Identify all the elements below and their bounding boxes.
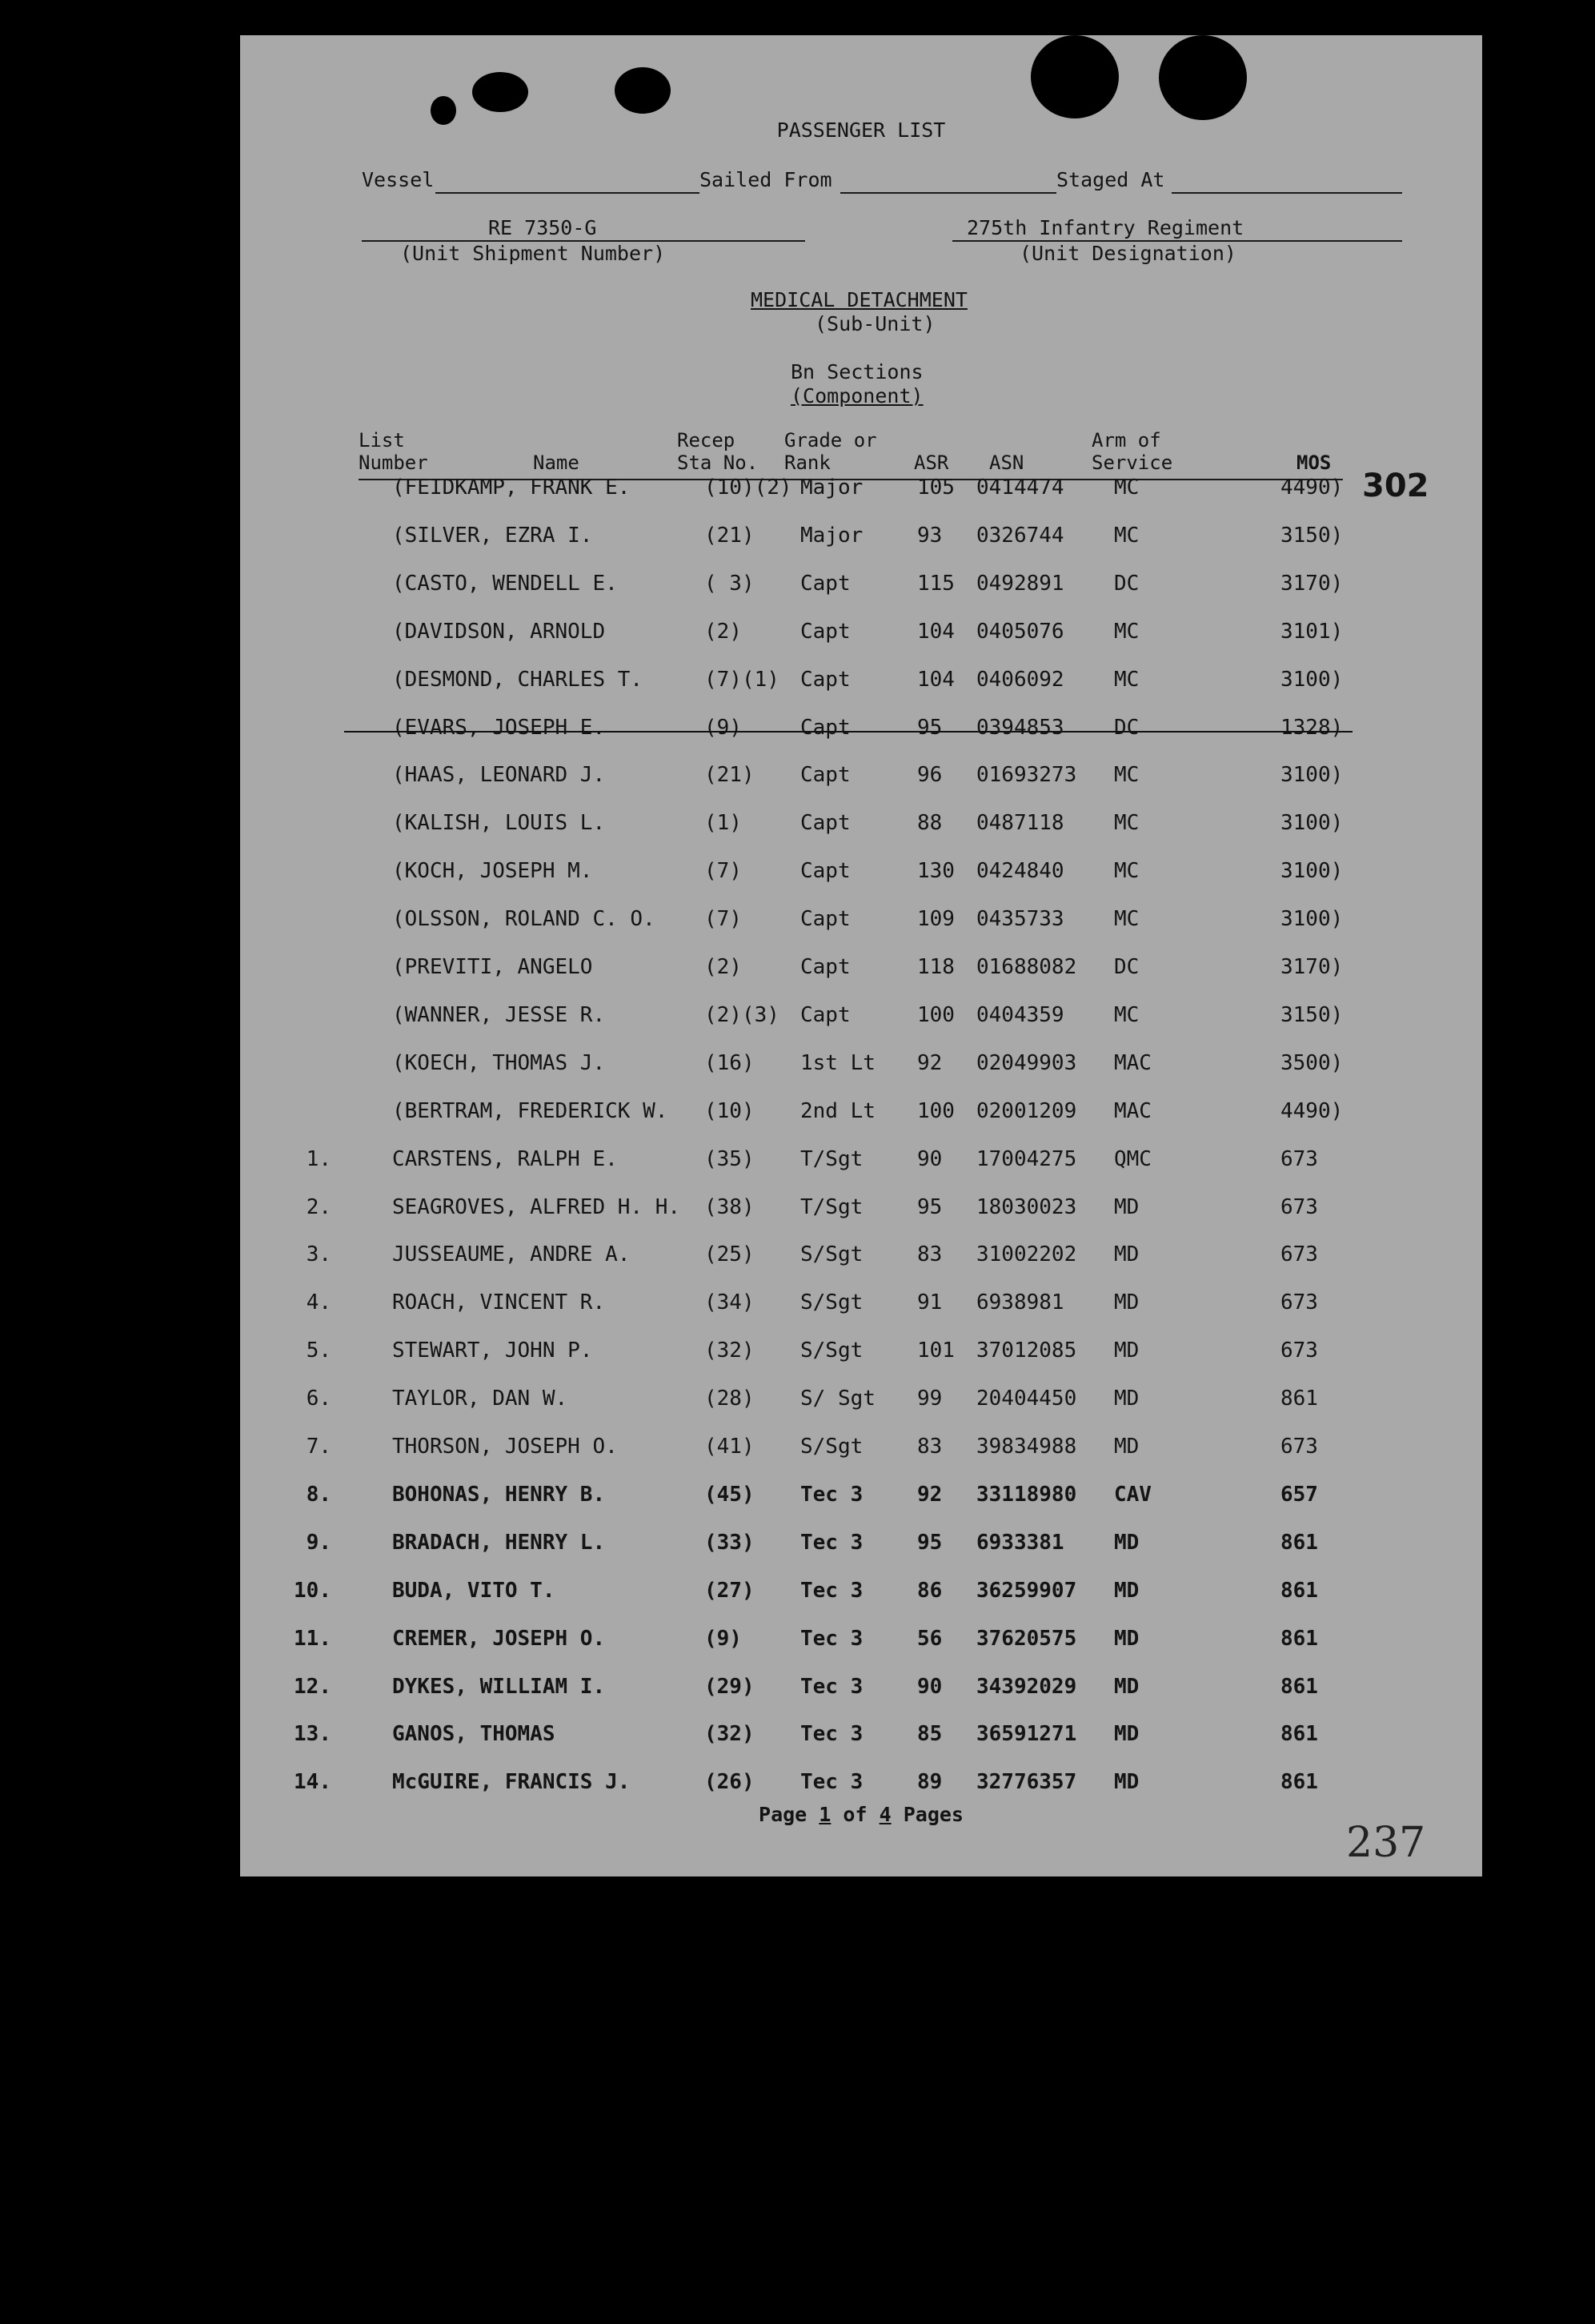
mos: 861: [1280, 1530, 1318, 1555]
passenger-name: JUSSEAUME, ANDRE A.: [392, 1242, 631, 1267]
list-number: 6.: [306, 1387, 331, 1411]
table-row: [240, 668, 1482, 700]
sub-unit-caption: (Sub-Unit): [815, 312, 936, 335]
asr: 105: [917, 476, 955, 500]
list-number: 7.: [306, 1435, 331, 1459]
mos: 861: [1280, 1770, 1318, 1795]
mos: 861: [1280, 1578, 1318, 1603]
staged-at-label: Staged At: [1056, 168, 1165, 191]
mos: 673: [1280, 1435, 1318, 1459]
page-prefix: Page: [759, 1803, 808, 1826]
staged-at-rule: [1172, 192, 1402, 194]
arm-of-service: MD: [1114, 1194, 1140, 1219]
passenger-name: (WANNER, JESSE R.: [392, 1002, 606, 1027]
grade: Capt: [800, 715, 851, 740]
unit-designation: 275th Infantry Regiment: [967, 216, 1244, 239]
table-row: [240, 1627, 1482, 1659]
passenger-name: DYKES, WILLIAM I.: [392, 1674, 606, 1699]
strikethrough-line: [344, 731, 1353, 733]
arm-of-service: MC: [1114, 667, 1140, 692]
arm-of-service: MC: [1114, 619, 1140, 644]
grade: Capt: [800, 763, 851, 788]
grade: S/Sgt: [800, 1435, 864, 1459]
passenger-name: (DAVIDSON, ARNOLD: [392, 619, 606, 644]
asn: 0435733: [976, 907, 1064, 932]
recep-sta: (33): [704, 1530, 755, 1555]
list-number: 2.: [306, 1194, 331, 1219]
mos: 3500): [1280, 1050, 1344, 1075]
asr: 100: [917, 1098, 955, 1123]
vessel-label: Vessel: [362, 168, 435, 191]
passenger-name: (EVARS, JOSEPH E.: [392, 715, 606, 740]
grade: Capt: [800, 1002, 851, 1027]
arm-of-service: MC: [1114, 1002, 1140, 1027]
asr: 99: [917, 1387, 943, 1411]
col-asr: ASR: [914, 452, 949, 474]
component: Bn Sections: [791, 360, 924, 383]
passenger-name: (SILVER, EZRA I.: [392, 523, 593, 548]
passenger-name: (OLSSON, ROLAND C. O.: [392, 907, 655, 932]
asr: 91: [917, 1290, 943, 1315]
recep-sta: (32): [704, 1339, 755, 1363]
table-row: [240, 1722, 1482, 1754]
table-row: [240, 1531, 1482, 1563]
asn: 31002202: [976, 1242, 1077, 1267]
recep-sta: (28): [704, 1387, 755, 1411]
asn: 01693273: [976, 763, 1077, 788]
asr: 90: [917, 1146, 943, 1171]
asn: 39834988: [976, 1435, 1077, 1459]
asn: 0405076: [976, 619, 1064, 644]
grade: T/Sgt: [800, 1194, 864, 1219]
recep-sta: (25): [704, 1242, 755, 1267]
asn: 0424840: [976, 859, 1064, 884]
asn: 02001209: [976, 1098, 1077, 1123]
page-total: 4: [879, 1803, 892, 1826]
list-number: 3.: [306, 1242, 331, 1267]
arm-of-service: DC: [1114, 715, 1140, 740]
col-arm: Arm of Service: [1092, 429, 1173, 474]
unit-shipment-caption: (Unit Shipment Number): [400, 242, 666, 265]
asr: 93: [917, 523, 943, 548]
asr: 109: [917, 907, 955, 932]
grade: Capt: [800, 907, 851, 932]
grade: Capt: [800, 811, 851, 836]
passenger-name: McGUIRE, FRANCIS J.: [392, 1770, 631, 1795]
punch-hole: [1031, 35, 1119, 118]
col-mos: MOS: [1296, 452, 1332, 474]
asn: 6933381: [976, 1530, 1064, 1555]
grade: Tec 3: [800, 1722, 864, 1747]
asr: 115: [917, 571, 955, 596]
passenger-name: (KOECH, THOMAS J.: [392, 1050, 606, 1075]
asr: 89: [917, 1770, 943, 1795]
list-number: 11.: [294, 1626, 331, 1651]
asr: 95: [917, 1194, 943, 1219]
grade: Capt: [800, 619, 851, 644]
table-row: [240, 620, 1482, 652]
table-row: [240, 572, 1482, 604]
arm-of-service: MD: [1114, 1578, 1140, 1603]
arm-of-service: MD: [1114, 1722, 1140, 1747]
mos: 3170): [1280, 955, 1344, 979]
list-number: 5.: [306, 1339, 331, 1363]
grade: Tec 3: [800, 1530, 864, 1555]
mos: 673: [1280, 1339, 1318, 1363]
mos: 3100): [1280, 859, 1344, 884]
passenger-name: BOHONAS, HENRY B.: [392, 1482, 606, 1507]
punch-hole: [1159, 35, 1247, 120]
passenger-name: (KOCH, JOSEPH M.: [392, 859, 593, 884]
mos: 673: [1280, 1194, 1318, 1219]
arm-of-service: MD: [1114, 1435, 1140, 1459]
asr: 96: [917, 763, 943, 788]
asr: 86: [917, 1578, 943, 1603]
passenger-name: GANOS, THOMAS: [392, 1722, 555, 1747]
grade: S/Sgt: [800, 1339, 864, 1363]
mos: 861: [1280, 1674, 1318, 1699]
recep-sta: (9): [704, 715, 742, 740]
passenger-name: (KALISH, LOUIS L.: [392, 811, 606, 836]
passenger-name: (BERTRAM, FREDERICK W.: [392, 1098, 668, 1123]
sailed-from-rule: [840, 192, 1056, 194]
page-suffix: Pages: [903, 1803, 964, 1826]
sailed-from-label: Sailed From: [699, 168, 832, 191]
list-number: 8.: [306, 1482, 331, 1507]
asn: 36591271: [976, 1722, 1077, 1747]
passenger-name: SEAGROVES, ALFRED H. H.: [392, 1194, 681, 1219]
table-row: [240, 907, 1482, 939]
asr: 104: [917, 619, 955, 644]
col-asn: ASN: [989, 452, 1024, 474]
arm-of-service: MC: [1114, 859, 1140, 884]
passenger-name: THORSON, JOSEPH O.: [392, 1435, 618, 1459]
arm-of-service: MD: [1114, 1242, 1140, 1267]
table-row: [240, 1147, 1482, 1179]
recep-sta: (35): [704, 1146, 755, 1171]
asn: 33118980: [976, 1482, 1077, 1507]
mos: 3150): [1280, 1002, 1344, 1027]
asn: 18030023: [976, 1194, 1077, 1219]
table-row: [240, 1339, 1482, 1371]
asn: 20404450: [976, 1387, 1077, 1411]
table-row: [240, 859, 1482, 891]
asn: 0414474: [976, 476, 1064, 500]
table-row: [240, 1483, 1482, 1515]
mos: 3100): [1280, 667, 1344, 692]
passenger-name: CARSTENS, RALPH E.: [392, 1146, 618, 1171]
table-row: [240, 1195, 1482, 1227]
asn: 36259907: [976, 1578, 1077, 1603]
recep-sta: (41): [704, 1435, 755, 1459]
passenger-name: (FEIDKAMP, FRANK E.: [392, 476, 631, 500]
asr: 118: [917, 955, 955, 979]
passenger-list-sheet: [240, 35, 1482, 1876]
table-row: [240, 1435, 1482, 1467]
asr: 104: [917, 667, 955, 692]
asr: 83: [917, 1242, 943, 1267]
table-row: [240, 1003, 1482, 1035]
arm-of-service: MD: [1114, 1339, 1140, 1363]
recep-sta: (9): [704, 1626, 742, 1651]
recep-sta: (2): [704, 955, 742, 979]
recep-sta: (16): [704, 1050, 755, 1075]
recep-sta: (29): [704, 1674, 755, 1699]
asn: 0406092: [976, 667, 1064, 692]
mos: 3100): [1280, 763, 1344, 788]
mos: 657: [1280, 1482, 1318, 1507]
table-row: [240, 1099, 1482, 1131]
asn: 0326744: [976, 523, 1064, 548]
vessel-rule: [435, 192, 699, 194]
col-name: Name: [533, 452, 579, 474]
punch-hole: [472, 72, 528, 112]
table-row: [240, 1290, 1482, 1323]
arm-of-service: MD: [1114, 1770, 1140, 1795]
grade: 1st Lt: [800, 1050, 876, 1075]
mos: 673: [1280, 1242, 1318, 1267]
passenger-name: BRADACH, HENRY L.: [392, 1530, 606, 1555]
arm-of-service: CAV: [1114, 1482, 1152, 1507]
recep-sta: (21): [704, 763, 755, 788]
passenger-name: (PREVITI, ANGELO: [392, 955, 593, 979]
document-title: PASSENGER LIST: [776, 118, 946, 142]
recep-sta: ( 3): [704, 571, 755, 596]
recep-sta: (1): [704, 811, 742, 836]
list-number: 1.: [306, 1146, 331, 1171]
mos: 4490): [1280, 1098, 1344, 1123]
mos: 3170): [1280, 571, 1344, 596]
grade: Tec 3: [800, 1578, 864, 1603]
asr: 56: [917, 1626, 943, 1651]
arm-of-service: MC: [1114, 523, 1140, 548]
asn: 37620575: [976, 1626, 1077, 1651]
asn: 37012085: [976, 1339, 1077, 1363]
passenger-name: (CASTO, WENDELL E.: [392, 571, 618, 596]
asn: 0404359: [976, 1002, 1064, 1027]
col-list-number-label: List Number: [359, 429, 428, 474]
list-number: 10.: [294, 1578, 331, 1603]
recep-sta: (2)(3): [704, 1002, 779, 1027]
arm-of-service: MC: [1114, 811, 1140, 836]
asn: 0487118: [976, 811, 1064, 836]
list-number: 14.: [294, 1770, 331, 1795]
asr: 95: [917, 1530, 943, 1555]
arm-of-service: QMC: [1114, 1146, 1152, 1171]
asr: 130: [917, 859, 955, 884]
table-row: [240, 1387, 1482, 1419]
handwritten-number: 237: [1346, 1819, 1426, 1867]
asr: 100: [917, 1002, 955, 1027]
asn: 17004275: [976, 1146, 1077, 1171]
page-indicator: [240, 1803, 1482, 1826]
recep-sta: (27): [704, 1578, 755, 1603]
asr: 83: [917, 1435, 943, 1459]
col-grade: Grade or Rank: [784, 429, 877, 474]
asr: 90: [917, 1674, 943, 1699]
list-number: 12.: [294, 1674, 331, 1699]
arm-of-service: MD: [1114, 1530, 1140, 1555]
page-of: of: [843, 1803, 868, 1826]
grade: Capt: [800, 859, 851, 884]
table-row: [240, 716, 1482, 748]
mos: 3101): [1280, 619, 1344, 644]
arm-of-service: MD: [1114, 1290, 1140, 1315]
table-row: [240, 524, 1482, 556]
mos: 3100): [1280, 811, 1344, 836]
grade: Capt: [800, 571, 851, 596]
asr: 95: [917, 715, 943, 740]
arm-of-service: MAC: [1114, 1050, 1152, 1075]
grade: Tec 3: [800, 1770, 864, 1795]
recep-sta: (45): [704, 1482, 755, 1507]
grade: Tec 3: [800, 1674, 864, 1699]
table-row: [240, 476, 1482, 508]
arm-of-service: MC: [1114, 763, 1140, 788]
grade: S/ Sgt: [800, 1387, 876, 1411]
recep-sta: (10)(2): [704, 476, 792, 500]
mos: 3100): [1280, 907, 1344, 932]
list-number: 9.: [306, 1530, 331, 1555]
arm-of-service: MC: [1114, 476, 1140, 500]
mos: 4490): [1280, 476, 1344, 500]
margin-note: 302: [1362, 468, 1429, 504]
mos: 673: [1280, 1146, 1318, 1171]
component-caption: (Component): [791, 384, 924, 407]
grade: S/Sgt: [800, 1290, 864, 1315]
mos: 861: [1280, 1722, 1318, 1747]
recep-sta: (10): [704, 1098, 755, 1123]
table-row: [240, 955, 1482, 987]
asn: 34392029: [976, 1674, 1077, 1699]
recep-sta: (34): [704, 1290, 755, 1315]
passenger-name: CREMER, JOSEPH O.: [392, 1626, 606, 1651]
grade: Tec 3: [800, 1626, 864, 1651]
table-row: [240, 1675, 1482, 1707]
asn: 0394853: [976, 715, 1064, 740]
arm-of-service: MD: [1114, 1387, 1140, 1411]
recep-sta: (38): [704, 1194, 755, 1219]
table-row: [240, 811, 1482, 843]
list-number: 13.: [294, 1722, 331, 1747]
passenger-name: ROACH, VINCENT R.: [392, 1290, 606, 1315]
asr: 92: [917, 1482, 943, 1507]
table-row: [240, 1242, 1482, 1274]
recep-sta: (2): [704, 619, 742, 644]
passenger-name: BUDA, VITO T.: [392, 1578, 555, 1603]
asn: 0492891: [976, 571, 1064, 596]
arm-of-service: MD: [1114, 1626, 1140, 1651]
sub-unit: MEDICAL DETACHMENT: [751, 288, 968, 311]
asr: 92: [917, 1050, 943, 1075]
mos: 861: [1280, 1626, 1318, 1651]
passenger-name: STEWART, JOHN P.: [392, 1339, 593, 1363]
arm-of-service: MD: [1114, 1674, 1140, 1699]
recep-sta: (7)(1): [704, 667, 779, 692]
grade: 2nd Lt: [800, 1098, 876, 1123]
arm-of-service: MC: [1114, 907, 1140, 932]
table-row: [240, 1579, 1482, 1611]
page-current: 1: [819, 1803, 832, 1826]
recep-sta: (26): [704, 1770, 755, 1795]
col-recep: Recep Sta No.: [677, 429, 759, 474]
passenger-name: TAYLOR, DAN W.: [392, 1387, 568, 1411]
list-number: 4.: [306, 1290, 331, 1315]
grade: T/Sgt: [800, 1146, 864, 1171]
mos: 861: [1280, 1387, 1318, 1411]
col-list-number: [359, 429, 428, 474]
mos: 3150): [1280, 523, 1344, 548]
recep-sta: (21): [704, 523, 755, 548]
passenger-name: (DESMOND, CHARLES T.: [392, 667, 643, 692]
asn: 01688082: [976, 955, 1077, 979]
unit-shipment-number: RE 7350-G: [488, 216, 597, 239]
punch-hole: [615, 67, 671, 114]
grade: Capt: [800, 955, 851, 979]
mos: 1328): [1280, 715, 1344, 740]
passenger-name: (HAAS, LEONARD J.: [392, 763, 606, 788]
table-row: [240, 1051, 1482, 1083]
recep-sta: (7): [704, 907, 742, 932]
table-row: [240, 763, 1482, 795]
grade: Major: [800, 523, 864, 548]
asr: 85: [917, 1722, 943, 1747]
table-row: [240, 1770, 1482, 1802]
asn: 02049903: [976, 1050, 1077, 1075]
recep-sta: (32): [704, 1722, 755, 1747]
grade: Major: [800, 476, 864, 500]
mos: 673: [1280, 1290, 1318, 1315]
arm-of-service: DC: [1114, 571, 1140, 596]
grade: S/Sgt: [800, 1242, 864, 1267]
arm-of-service: MAC: [1114, 1098, 1152, 1123]
asn: 6938981: [976, 1290, 1064, 1315]
asr: 88: [917, 811, 943, 836]
grade: Capt: [800, 667, 851, 692]
asr: 101: [917, 1339, 955, 1363]
grade: Tec 3: [800, 1482, 864, 1507]
asn: 32776357: [976, 1770, 1077, 1795]
recep-sta: (7): [704, 859, 742, 884]
unit-designation-caption: (Unit Designation): [1020, 242, 1236, 265]
arm-of-service: DC: [1114, 955, 1140, 979]
